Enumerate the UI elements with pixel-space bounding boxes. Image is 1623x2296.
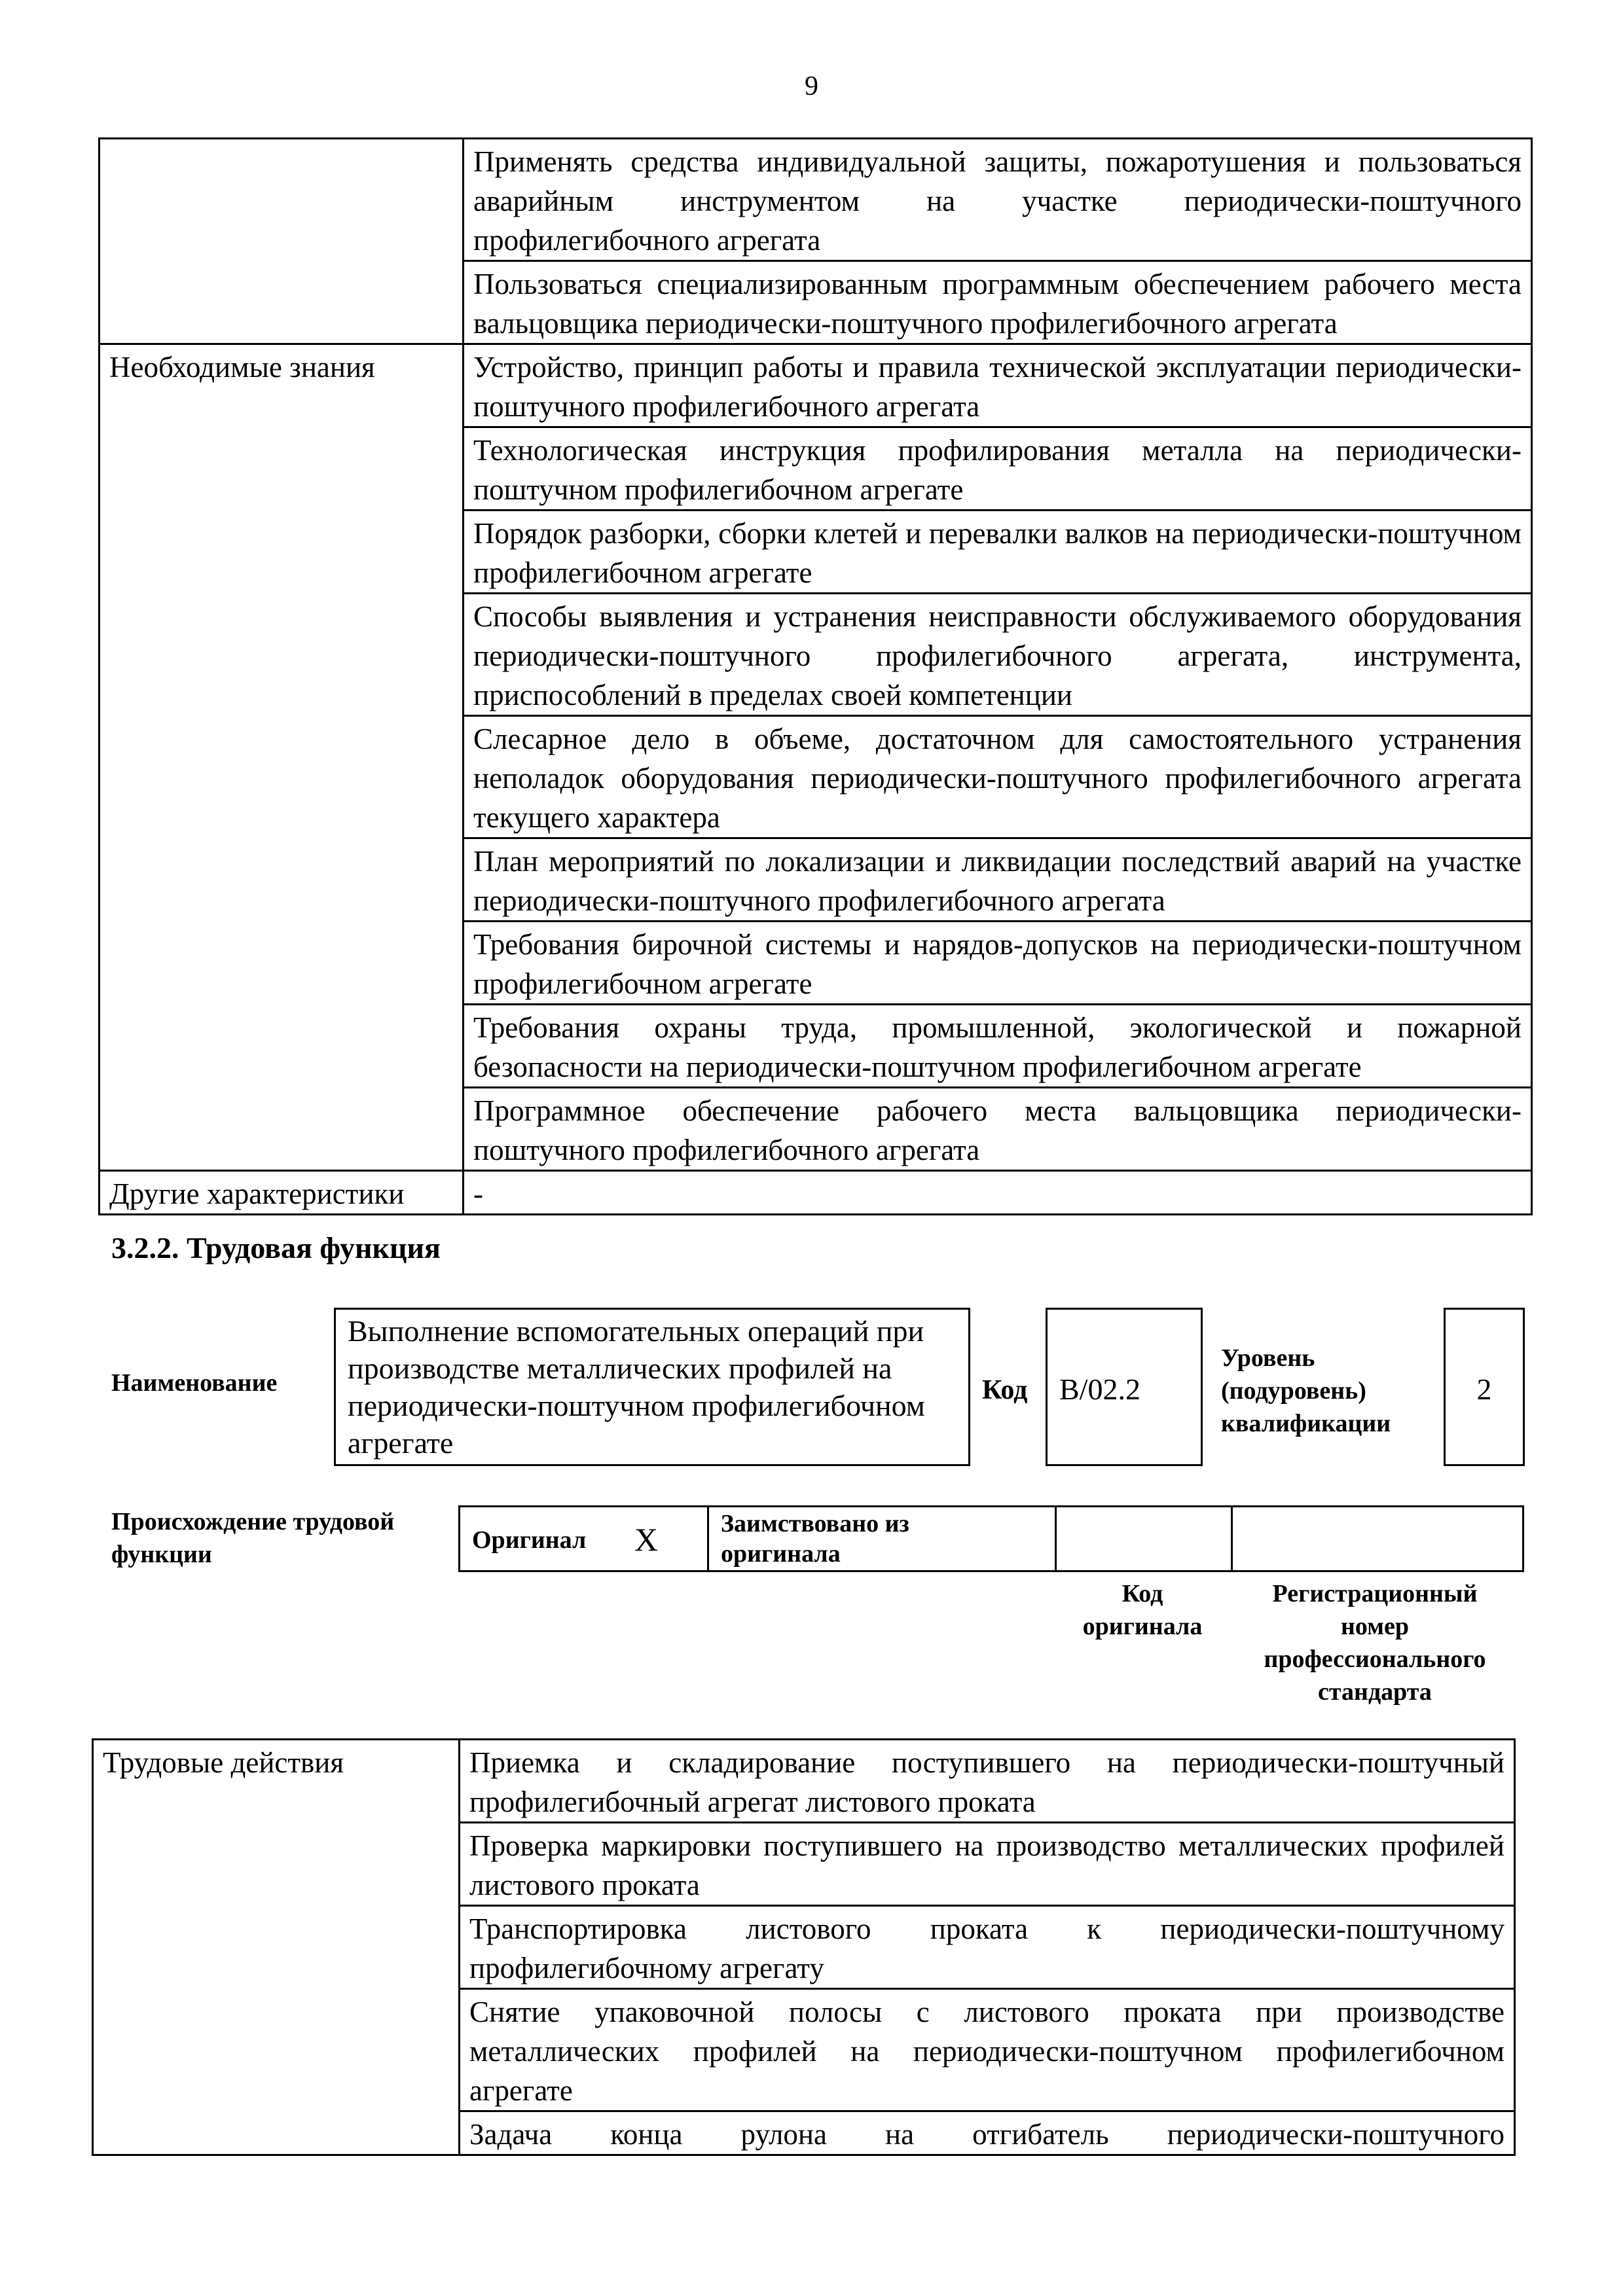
code-label: Код xyxy=(982,1375,1028,1405)
name-label: Наименование xyxy=(111,1369,278,1397)
code-box xyxy=(1046,1308,1203,1466)
knowledge-item: Требования бирочной системы и нарядов-допусков на периодически-поштучном профилегибочном агрегате xyxy=(464,922,1532,1005)
function-name-box xyxy=(334,1308,970,1466)
level-label: Уровень (подуровень) квалификации xyxy=(1221,1344,1391,1437)
skill-item: Применять средства индивидуальной защиты, пожаротушения и пользоваться аварийным инструментом на участке периодически-поштучного профилегибочного агрегата xyxy=(464,139,1532,261)
action-item: Транспортировка листового проката к периодически-поштучному профилегибочному агрегату xyxy=(460,1906,1515,1989)
original-label: Оригинал xyxy=(472,1526,587,1554)
section-title: 3.2.2. Трудовая функция xyxy=(111,1231,441,1265)
requirements-table xyxy=(98,137,1533,1215)
knowledge-item: План мероприятий по локализации и ликвидации последствий аварий на участке периодически-поштучного профилегибочного агрегата xyxy=(464,838,1532,922)
knowledge-item: Порядок разборки, сборки клетей и перевалки валков на периодически-поштучном профилегибочном агрегате xyxy=(464,511,1532,594)
row-label-actions: Трудовые действия xyxy=(93,1740,460,2155)
knowledge-item: Способы выявления и устранения неисправности обслуживаемого оборудования периодически-поштучного профилегибочного агрегата, инструмента, приспособлений в пределах своей компетенции xyxy=(464,594,1532,716)
page-number: 9 xyxy=(805,71,818,101)
row-label-empty xyxy=(100,139,464,344)
original-mark: X xyxy=(634,1521,659,1558)
knowledge-item: Технологическая инструкция профилирования металла на периодически-поштучном профилегибочном агрегате xyxy=(464,427,1532,511)
code-original-caption: Код оригинала xyxy=(1082,1580,1203,1640)
action-item: Задача конца рулона на отгибатель периодически-поштучного xyxy=(460,2111,1515,2155)
row-label-other: Другие характеристики xyxy=(100,1171,464,1215)
divider xyxy=(1055,1507,1057,1570)
other-item: - xyxy=(464,1171,1532,1215)
borrowed-label: Заимствовано из оригинала xyxy=(721,1510,909,1568)
divider xyxy=(707,1507,709,1570)
code-value: B/02.2 xyxy=(1059,1372,1140,1406)
knowledge-item: Программное обеспечение рабочего места вальцовщика периодически-поштучного профилегибочного агрегата xyxy=(464,1088,1532,1171)
action-item: Проверка маркировки поступившего на производство металлических профилей листового проката xyxy=(460,1823,1515,1906)
origin-box xyxy=(458,1505,1524,1572)
knowledge-item: Устройство, принцип работы и правила технической эксплуатации периодически-поштучного профилегибочного агрегата xyxy=(464,344,1532,427)
row-label-knowledge: Необходимые знания xyxy=(100,344,464,1171)
action-item: Приемка и складирование поступившего на периодически-поштучный профилегибочный агрегат листового проката xyxy=(460,1740,1515,1823)
labor-actions-table xyxy=(92,1738,1516,2156)
knowledge-item: Слесарное дело в объеме, достаточном для самостоятельного устранения неполадок оборудования периодически-поштучного профилегибочного агрегата текущего характера xyxy=(464,716,1532,838)
knowledge-item: Требования охраны труда, промышленной, экологической и пожарной безопасности на периодически-поштучном профилегибочном агрегате xyxy=(464,1005,1532,1088)
divider xyxy=(1231,1507,1233,1570)
level-box xyxy=(1444,1308,1525,1466)
function-name-value: Выполнение вспомогательных операций при производстве металлических профилей на периодически-поштучном профилегибочном агрегате xyxy=(348,1314,925,1460)
action-item: Снятие упаковочной полосы с листового проката при производстве металлических профилей на периодически-поштучном профилегибочном агрегате xyxy=(460,1989,1515,2111)
level-value: 2 xyxy=(1476,1372,1492,1406)
skill-item: Пользоваться специализированным программным обеспечением рабочего места вальцовщика периодически-поштучного профилегибочного агрегата xyxy=(464,261,1532,344)
reg-number-caption: Регистрационный номер профессионального стандарта xyxy=(1264,1580,1486,1706)
origin-label: Происхождение трудовой функции xyxy=(111,1508,395,1568)
